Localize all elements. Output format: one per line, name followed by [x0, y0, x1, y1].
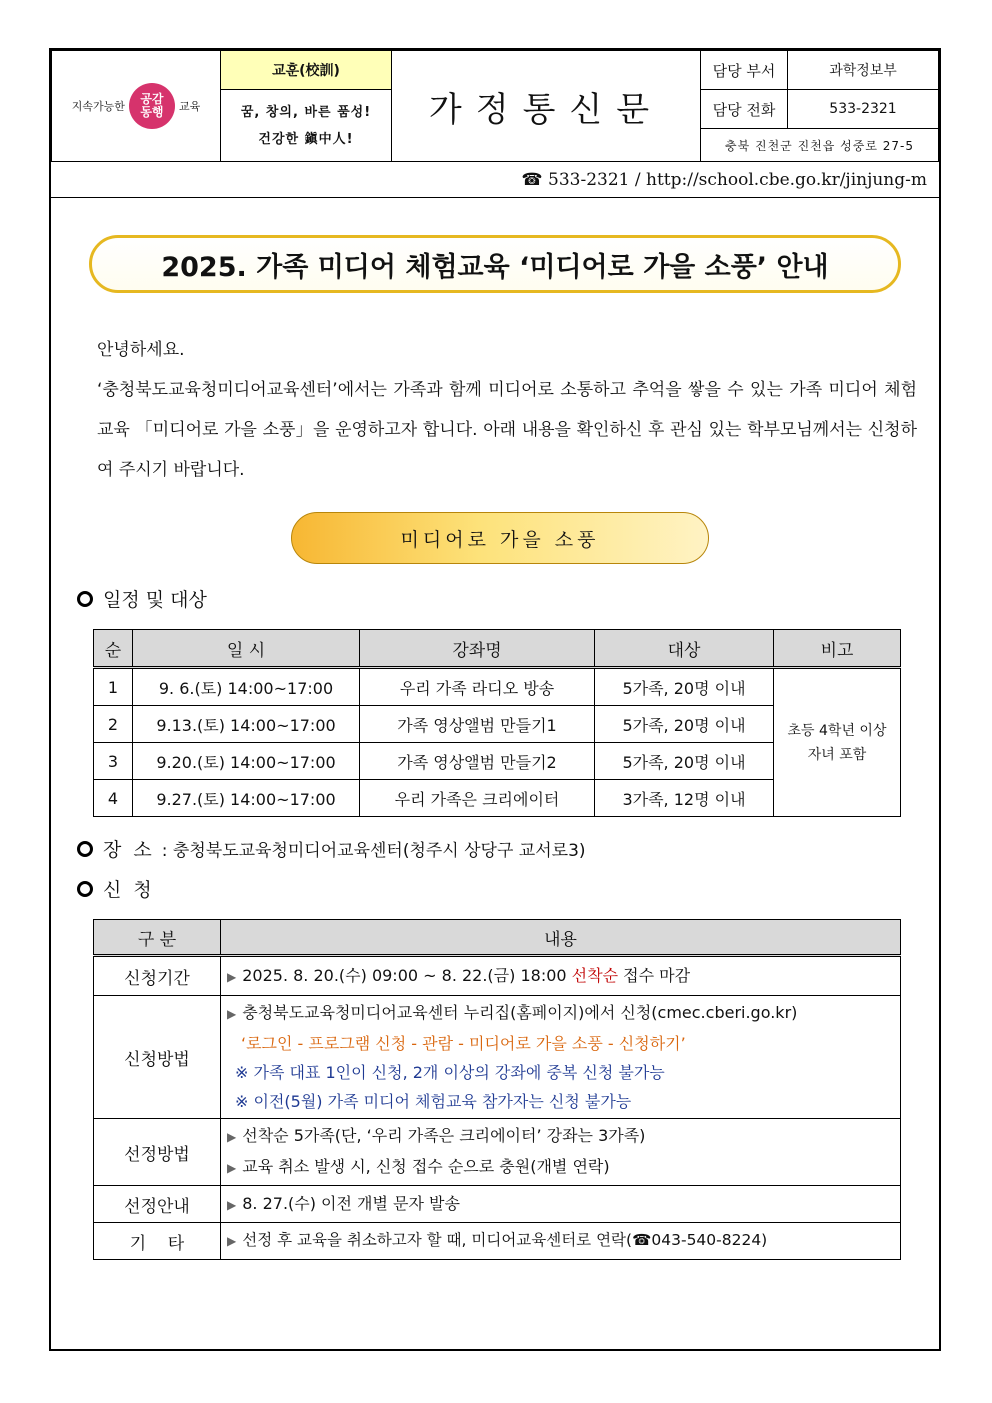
- etc-label: 기 타: [94, 1223, 221, 1260]
- selection-line2: 교육 취소 발생 시, 신청 접수 순으로 충원(개별 연락): [242, 1157, 610, 1176]
- dept-label: 담당 부서: [701, 51, 788, 90]
- row-no: 2: [94, 706, 133, 743]
- col-date: 일 시: [133, 630, 360, 668]
- period-label: 신청기간: [94, 956, 221, 996]
- row-target: 5가족, 20명 이내: [595, 743, 774, 780]
- method-line1: 충청북도교육청미디어교육센터 누리집(홈페이지)에서 신청(cmec.cberi.go.kr): [242, 1003, 798, 1022]
- schedule-table: [93, 629, 901, 817]
- notice-label: 선정안내: [94, 1186, 221, 1223]
- row-date: 9.27.(토) 14:00~17:00: [133, 780, 360, 817]
- place-section: [77, 835, 586, 862]
- method-label: 신청방법: [94, 996, 221, 1119]
- col-no: 순: [94, 630, 133, 668]
- logo-circle-icon: [129, 83, 175, 129]
- period-content: [221, 956, 901, 996]
- motto-body: [221, 90, 392, 162]
- selection-content: [221, 1119, 901, 1186]
- circle-bullet-icon: [77, 881, 93, 897]
- schedule-heading: [77, 585, 207, 612]
- contact-line: ☎ 533-2321 / http://school.cbe.go.kr/jinjung-m: [51, 162, 939, 198]
- arrow-bullet-icon: ▶: [227, 1161, 237, 1175]
- etc-content: [221, 1223, 901, 1260]
- circle-bullet-icon: [77, 841, 93, 857]
- newsletter-frame: [49, 48, 941, 1351]
- period-tail: 접수 마감: [618, 965, 691, 985]
- arrow-bullet-icon: ▶: [227, 1007, 237, 1021]
- phone-label: 담당 전화: [701, 90, 788, 129]
- circle-bullet-icon: [77, 591, 93, 607]
- place-value: : 충청북도교육청미디어교육센터(청주시 상당구 교서로3): [161, 841, 586, 861]
- logo-suffix: 교육: [178, 100, 201, 113]
- motto-line2: 건강한 鎭中人!: [258, 131, 354, 147]
- intro-paragraph: ‘충청북도교육청미디어교육센터’에서는 가족과 함께 미디어로 소통하고 추억을 쌓을 수 있는 가족 미디어 체험교육 「미디어로 가을 소풍」을 운영하고자 합니다. 아래 내용을 확인하신 후 관심 있는 학부모님께서는 신청하여 주시기 바랍니다.: [97, 380, 917, 480]
- row-course: 우리 가족은 크리에이터: [360, 780, 595, 817]
- col-course: 강좌명: [360, 630, 595, 668]
- table-row: [94, 956, 901, 996]
- school-logo: [72, 83, 200, 129]
- table-row: [94, 1119, 901, 1186]
- method-line3: ※ 가족 대표 1인이 신청, 2개 이상의 강좌에 중복 신청 불가능: [235, 1063, 665, 1082]
- intro-text: [77, 330, 917, 490]
- arrow-bullet-icon: ▶: [227, 1130, 237, 1144]
- logo-prefix: 지속가능한: [71, 100, 125, 113]
- col-category: 구 분: [94, 920, 221, 956]
- col-content: 내용: [221, 920, 901, 956]
- row-course: 가족 영상앨범 만들기2: [360, 743, 595, 780]
- table-row: [94, 668, 901, 706]
- selection-label: 선정방법: [94, 1119, 221, 1186]
- motto-title: 교훈(校訓): [221, 51, 392, 90]
- note-line2: 자녀 포함: [807, 746, 867, 763]
- table-row: [94, 1223, 901, 1260]
- program-banner: 미디어로 가을 소풍: [291, 512, 709, 564]
- logo-cell: [52, 51, 221, 162]
- logo-circle-top: 공감: [140, 92, 164, 106]
- selection-line1: 선착순 5가족(단, ‘우리 가족은 크리에이터’ 강좌는 3가족): [242, 1126, 646, 1145]
- row-no: 1: [94, 668, 133, 706]
- arrow-bullet-icon: ▶: [227, 1234, 237, 1248]
- notice-text: 8. 27.(수) 이전 개별 문자 발송: [242, 1193, 460, 1213]
- table-row: [94, 996, 901, 1119]
- greeting: 안녕하세요.: [97, 340, 185, 360]
- notice-content: [221, 1186, 901, 1223]
- apply-heading-label: 신 청: [103, 879, 152, 901]
- row-date: 9.13.(토) 14:00~17:00: [133, 706, 360, 743]
- method-line4: ※ 이전(5월) 가족 미디어 체험교육 참가자는 신청 불가능: [235, 1092, 632, 1111]
- row-no: 3: [94, 743, 133, 780]
- period-text: 2025. 8. 20.(수) 09:00 ~ 8. 22.(금) 18:00: [242, 965, 572, 985]
- row-target: 3가족, 12명 이내: [595, 780, 774, 817]
- period-highlight: 선착순: [571, 965, 619, 985]
- method-content: [221, 996, 901, 1119]
- col-target: 대상: [595, 630, 774, 668]
- school-address: 충북 진천군 진천읍 성중로 27-5: [701, 129, 939, 162]
- col-note: 비고: [774, 630, 901, 668]
- dept-value: 과학정보부: [788, 51, 939, 90]
- newsletter-title: 가정통신문: [392, 51, 701, 162]
- row-course: 가족 영상앨범 만들기1: [360, 706, 595, 743]
- header-table: [51, 50, 939, 162]
- row-no: 4: [94, 780, 133, 817]
- row-date: 9.20.(토) 14:00~17:00: [133, 743, 360, 780]
- phone-value: 533-2321: [788, 90, 939, 129]
- motto-line1: 꿈, 창의, 바른 품성!: [240, 104, 372, 120]
- method-line2: ‘로그인 - 프로그램 신청 - 관람 - 미디어로 가을 소풍 - 신청하기’: [241, 1034, 686, 1053]
- row-date: 9. 6.(토) 14:00~17:00: [133, 668, 360, 706]
- note-line1: 초등 4학년 이상: [787, 722, 887, 739]
- place-label: 장 소: [103, 839, 152, 861]
- apply-heading: [77, 875, 152, 902]
- apply-table: [93, 919, 901, 1260]
- row-note: [774, 668, 901, 817]
- row-target: 5가족, 20명 이내: [595, 668, 774, 706]
- row-target: 5가족, 20명 이내: [595, 706, 774, 743]
- arrow-bullet-icon: ▶: [227, 1197, 237, 1212]
- page-title: 2025. 가족 미디어 체험교육 ‘미디어로 가을 소풍’ 안내: [89, 235, 901, 293]
- logo-circle-bottom: 동행: [140, 105, 164, 119]
- row-course: 우리 가족 라디오 방송: [360, 668, 595, 706]
- schedule-heading-label: 일정 및 대상: [103, 589, 207, 611]
- table-row: [94, 1186, 901, 1223]
- etc-text: 선정 후 교육을 취소하고자 할 때, 미디어교육센터로 연락(☎043-540-8224): [242, 1231, 768, 1249]
- arrow-bullet-icon: ▶: [227, 969, 237, 984]
